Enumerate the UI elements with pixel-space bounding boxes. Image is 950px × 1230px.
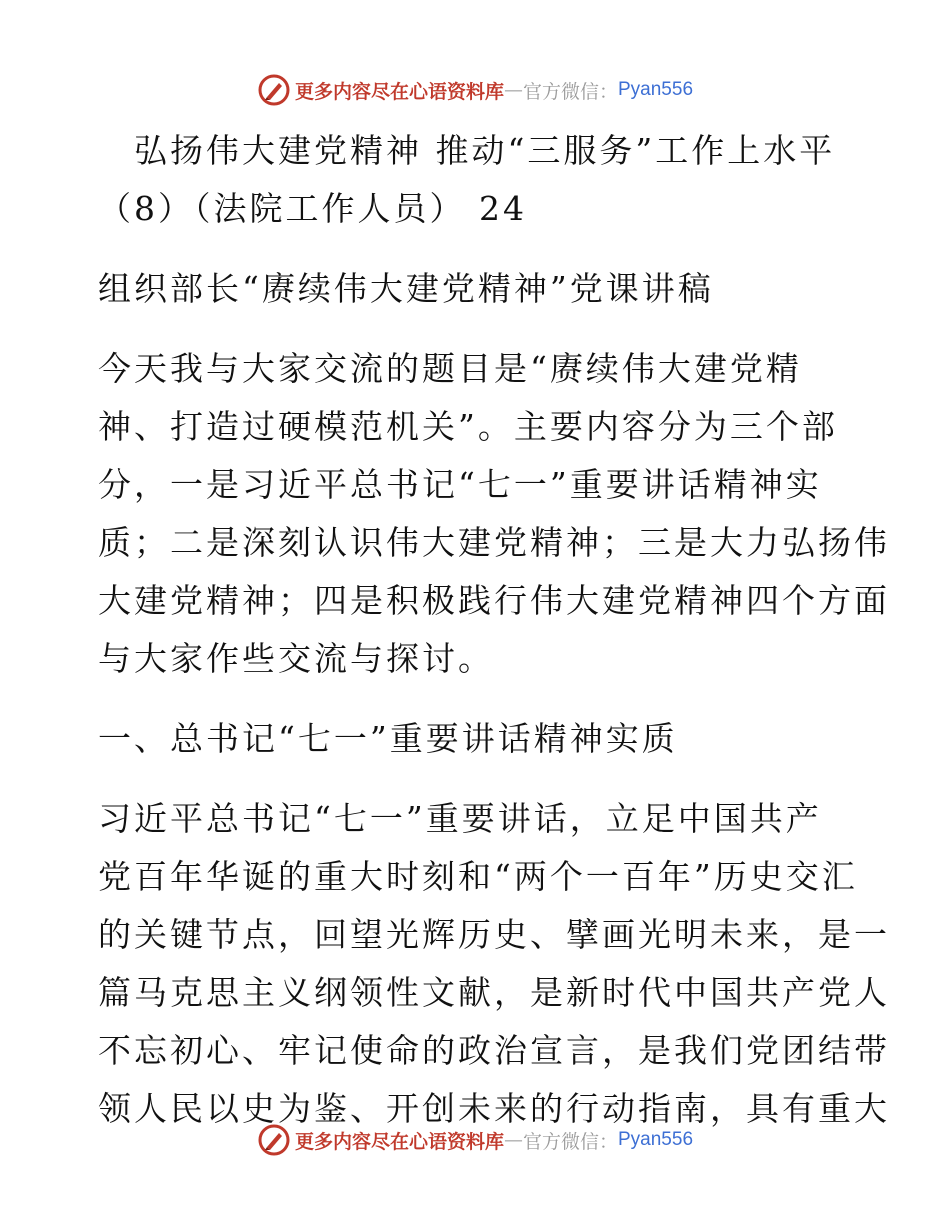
header-banner <box>0 70 950 110</box>
intro-paragraph-line: 分，一是习近平总书记“七一”重要讲话精神实 <box>98 465 822 504</box>
intro-paragraph-line: 质；二是深刻认识伟大建党精神；三是大力弘扬伟 <box>98 523 890 562</box>
section-1-paragraph-line: 党百年华诞的重大时刻和“两个一百年”历史交汇 <box>98 857 858 896</box>
banner-wechat-label: 官方微信： <box>522 1130 618 1153</box>
writing-hand-logo-icon <box>257 1123 291 1157</box>
banner-library-text: 更多内容尽在心语资料库 <box>294 1130 504 1153</box>
banner-wechat-id: Pyan556 <box>618 79 694 100</box>
footer-banner <box>0 1120 950 1160</box>
intro-paragraph-line: 大建党精神；四是积极践行伟大建党精神四个方面 <box>98 581 890 620</box>
section-1-paragraph-line: 篇马克思主义纲领性文献，是新时代中国共产党人 <box>98 973 890 1012</box>
document-subtitle: 组织部长“赓续伟大建党精神”党课讲稿 <box>98 269 714 308</box>
banner-dash: — <box>503 1129 523 1151</box>
section-1-paragraph-line: 习近平总书记“七一”重要讲话，立足中国共产 <box>98 799 822 838</box>
section-1-paragraph-line: 的关键节点，回望光辉历史、擘画光明未来，是一 <box>98 915 890 954</box>
intro-paragraph-line: 今天我与大家交流的题目是“赓续伟大建党精 <box>98 349 802 388</box>
banner-library-text: 更多内容尽在心语资料库 <box>294 80 504 103</box>
banner-wechat-id: Pyan556 <box>618 1129 694 1150</box>
section-1-heading: 一、总书记“七一”重要讲话精神实质 <box>98 719 678 758</box>
intro-paragraph-line: 神、打造过硬模范机关”。主要内容分为三个部 <box>98 407 838 446</box>
writing-hand-logo-icon <box>257 73 291 107</box>
document-title-line-1: 弘扬伟大建党精神 推动“三服务”工作上水平 <box>98 131 836 170</box>
section-1-paragraph-line: 不忘初心、牢记使命的政治宣言，是我们党团结带 <box>98 1031 890 1070</box>
banner-dash: — <box>503 79 523 101</box>
intro-paragraph-line: 与大家作些交流与探讨。 <box>98 639 494 678</box>
section-1-paragraph-line: 领人民以史为鉴、开创未来的行动指南，具有重大 <box>98 1089 890 1128</box>
document-title-line-2: （8）（法院工作人员） 24 <box>98 189 527 228</box>
document-body <box>98 122 890 1138</box>
banner-wechat-label: 官方微信： <box>522 80 618 103</box>
